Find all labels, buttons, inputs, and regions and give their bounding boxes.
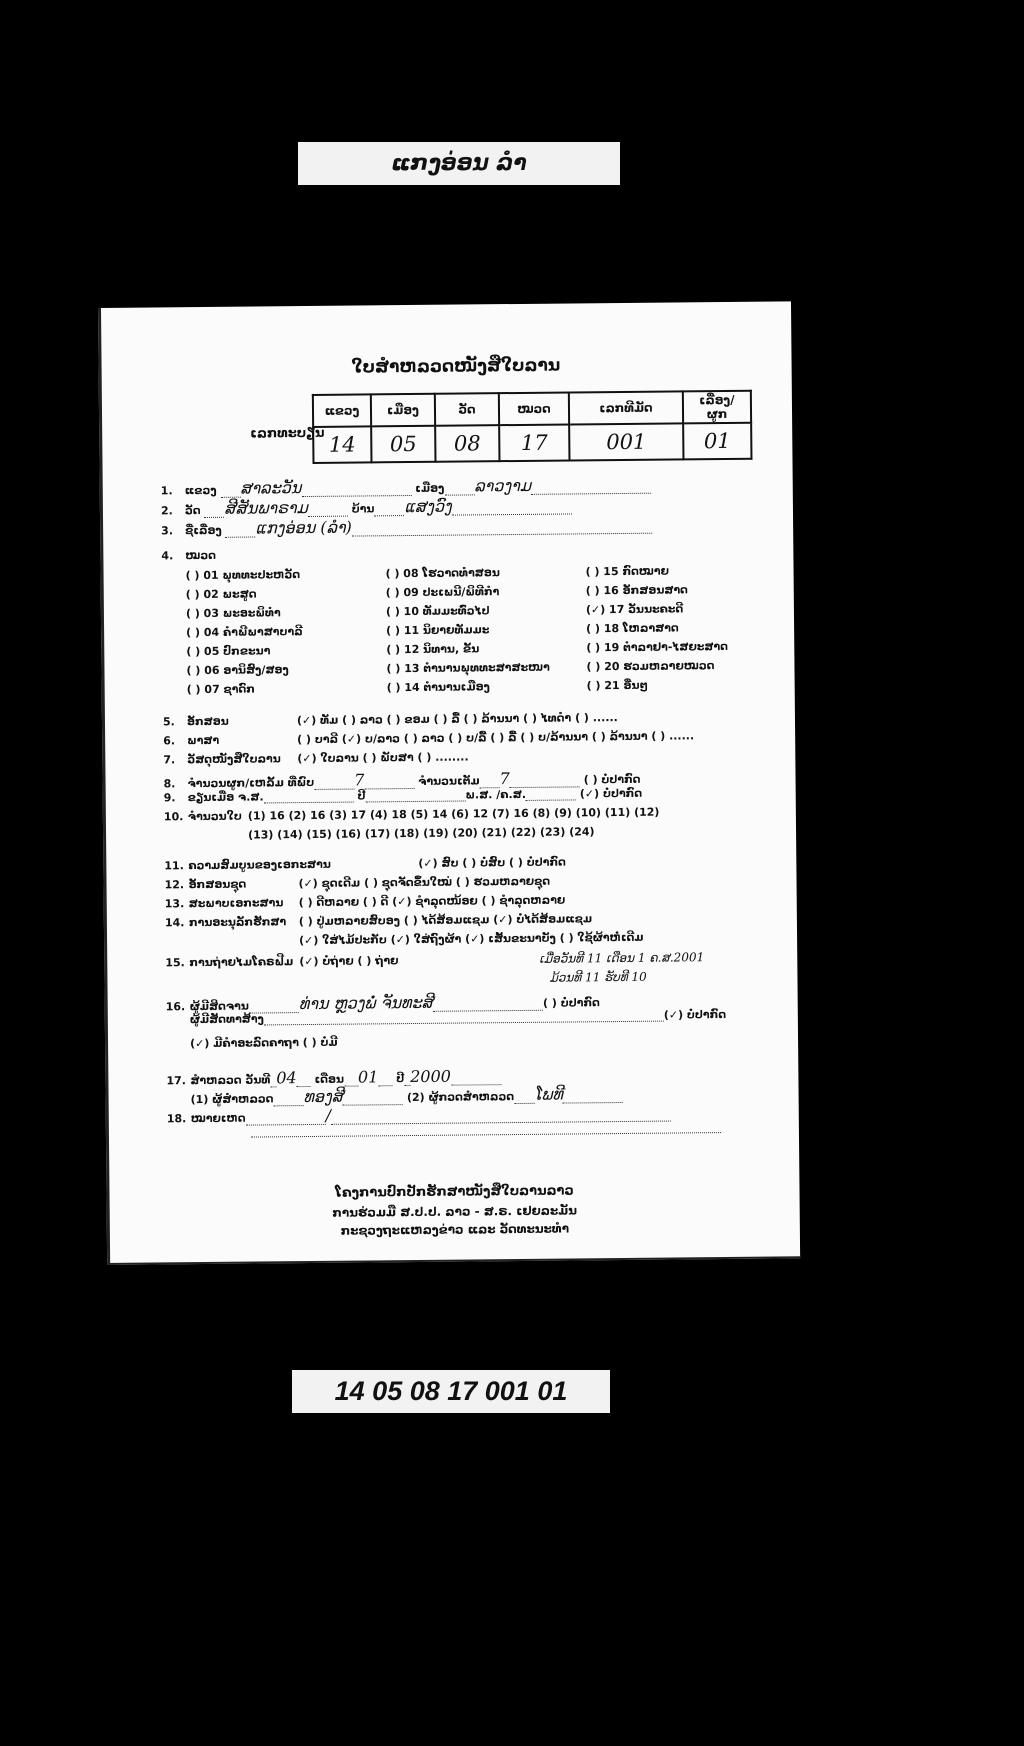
category-option: ( ) 14 ຕຳນານເມືອງ bbox=[386, 680, 490, 695]
category-option: ( ) 19 ຕຳລາຢາ-ໄສຍະສາດ bbox=[586, 639, 729, 655]
row-category: 4. ໝວດ bbox=[161, 548, 217, 563]
footer-line-2: ການຮ່ວມມື ສ.ປ.ປ. ລາວ - ສ.ຣ. ເຢຍລະມັນ bbox=[332, 1203, 578, 1220]
reg-header: ເລກທີມັດ bbox=[569, 391, 683, 424]
reg-value: 05 bbox=[371, 426, 435, 463]
district-value: ລາວງາມ bbox=[474, 475, 532, 496]
category-option: ( ) 07 ຊາດົກ bbox=[186, 682, 255, 697]
category-option: ( ) 12 ນິທານ, ຂັ້ນ bbox=[386, 642, 480, 657]
row-microfilm: 15. ການຖ່າຍໄມໂຄຣຟີມ (✓) ບໍ່ຖ່າຍ ( ) ຖ່າຍ ເມື່ອວັນທີ 11 ເດືອນ 1 ຄ.ສ.2001 bbox=[165, 950, 705, 970]
footer-line-1: ໂຄງການປົກປັກຮັກສາໜັງສືໃບລານລາວ bbox=[335, 1183, 574, 1201]
category-option: ( ) 20 ຮວມຫລາຍໝວດ bbox=[586, 659, 715, 674]
category-option: ( ) 16 ອັກສອນສາດ bbox=[585, 583, 688, 598]
row-survey-date: 17. ສຳຫລວດ ວັນທີ 04 ເດືອນ 01 ປີ 2000 bbox=[166, 1066, 501, 1088]
top-label: ແກງອ່ອນ ລຳ bbox=[298, 142, 620, 185]
row-script: 5. ອັກສອນ (✓) ທັມ ( ) ລາວ ( ) ຂອມ ( ) ລື້ ( ) ລ້ານນາ ( ) ໄທດຳ ( ) ...... bbox=[162, 711, 618, 729]
row-title: 3. ຊື່ເລື່ອງ ແກງອ່ອນ (ລຳ) bbox=[161, 515, 652, 539]
province-value: ສາລະວັນ bbox=[240, 478, 302, 498]
category-option: ( ) 10 ທັມມະທົ່ວໄປ bbox=[385, 604, 490, 619]
row-microfilm-2: ມ້ວນທີ 11 ຮັບທີ 10 bbox=[549, 969, 647, 985]
category-option: ( ) 08 ໂຮວາດທຳສອນ bbox=[385, 566, 500, 581]
reg-header: ໝວດ bbox=[499, 392, 569, 425]
category-column-2 bbox=[386, 566, 551, 701]
row-colophon: (✓) ມີຄຳອະລົດຄາຖາ ( ) ບໍ່ມີ bbox=[190, 1035, 338, 1051]
row-preservation-2: (✓) ໃສ່ໄມ້ປະກັບ (✓) ໃສ່ຖົງຜ້າ (✓) ເສັ້ນຂະນາບັງ ( ) ໃຊ້ຜ້າຫໍ່ເດີມ bbox=[299, 930, 644, 948]
row-temple: 2. ວັດ ສີສັນພາຣາມ ບ້ານ ແສງວົງ bbox=[161, 495, 572, 518]
category-option: ( ) 09 ປະເພນີ/ພິທີກຳ bbox=[385, 585, 500, 600]
reg-header: ເລື່ອງ/ຜູກ bbox=[683, 391, 751, 424]
category-option: ( ) 06 ອານິສົງ/ສອງ bbox=[186, 663, 289, 678]
category-option: ( ) 02 ພະສູດ bbox=[185, 587, 257, 602]
row-owner: 16. ຜູ້ມີສິດຈານ ທ່ານ ຫຼວງພໍ່ ຈັນທະສີ ( ) ບໍ່ປາກົດ bbox=[165, 992, 600, 1014]
category-column-3 bbox=[585, 564, 728, 698]
row-leaves: 10. ຈຳນວນໃບ (1) 16 (2) 16 (3) 17 (4) 18 (5) 14 (6) 12 (7) 16 (8) (9) (10) (11) (12) bbox=[163, 805, 660, 824]
footer-line-3: ກະຊວງຖະແຫລງຂ່າວ ແລະ ວັດທະນະທຳ bbox=[340, 1221, 570, 1238]
category-option: ( ) 03 ພະອະພິທຳ bbox=[185, 606, 281, 621]
registration-label: ເລກທະບຽນ bbox=[250, 425, 325, 442]
survey-form bbox=[98, 301, 800, 1265]
row-surveyors: (1) ຜູ້ສຳຫລວດ ທອງສີ (2) ຜູ້ກວດສຳຫລວດ ໂພທີ bbox=[190, 1084, 622, 1107]
reg-value: 17 bbox=[499, 424, 569, 461]
row-province: 1. ແຂວງ ສາລະວັນ ເມືອງ ລາວງາມ bbox=[161, 475, 652, 499]
row-language: 6. ພາສາ ( ) ບາລີ (✓) ບ/ລາວ ( ) ລາວ ( ) ບ/ລື້ ( ) ລື້ ( ) ບ/ລ້ານນາ ( ) ລ້ານນາ ( ) ...... bbox=[163, 729, 695, 748]
category-option: ( ) 18 ໂຫລາສາດ bbox=[586, 621, 679, 636]
category-option: ( ) 11 ນິຍາຍທັມມະ bbox=[386, 623, 490, 638]
row-donor: ຜູ້ມີສັດທາສ້າງ (✓) ບໍ່ປາກົດ bbox=[189, 1008, 727, 1027]
category-option: ( ) 05 ປົກຂະນາ bbox=[186, 644, 271, 659]
category-option: ( ) 15 ກົດໝາຍ bbox=[585, 564, 670, 579]
row-bundles: 8. ຈຳນວນຜູກ/ເຫລັ້ມ ທີ່ພົບ 7 ຈຳນວນເຕັມ 7 ( ) ບໍ່ປາກົດ bbox=[163, 769, 641, 791]
row-set: 12. ອັກສອນຊຸດ (✓) ຊຸດເດີມ ( ) ຊຸດຈັດຂຶ້ນໃໝ່ ( ) ຮວມຫລາຍຊຸດ bbox=[164, 874, 551, 892]
category-option: ( ) 21 ອື່ນໆ bbox=[586, 678, 648, 693]
reg-header: ວັດ bbox=[435, 393, 499, 426]
row-material: 7. ວັສດຸໜັງສືໃບລານ (✓) ໃບລານ ( ) ພັບສາ ( ) ........ bbox=[163, 750, 469, 767]
registration-table bbox=[312, 390, 753, 464]
category-option: (✓) 17 ວັນນະຄະດີ bbox=[585, 602, 684, 617]
category-option: ( ) 13 ຕຳນານພຸທທະສາສະໜາ bbox=[386, 660, 550, 676]
row-preservation: 14. ການອະນຸລັກຮັກສາ ( ) ປູ່ມຫລາຍສົບອງ ( ) ໄດ້ສ້ອມແຊມ (✓) ບໍ່ໄດ້ສ້ອມແຊມ bbox=[164, 912, 593, 930]
reg-header: ແຂວງ bbox=[313, 394, 371, 427]
row-completeness: 11. ຄວາມສົມບູນຂອງເອກະສານ (✓) ສົບ ( ) ບໍ່ສົບ ( ) ບໍ່ປາກົດ bbox=[164, 855, 566, 873]
bottom-label: 14 05 08 17 001 01 bbox=[292, 1370, 610, 1413]
temple-value: ສີສັນພາຣາມ bbox=[224, 497, 308, 518]
reg-value: 01 bbox=[683, 423, 751, 460]
reg-value: 001 bbox=[569, 423, 683, 460]
reg-value: 08 bbox=[435, 425, 499, 462]
village-value: ແສງວົງ bbox=[404, 496, 452, 517]
row-leaves-2: (13) (14) (15) (16) (17) (18) (19) (20) (21) (22) (23) (24) bbox=[248, 825, 595, 842]
reg-header: ເມືອງ bbox=[371, 394, 435, 427]
form-title: ໃບສຳຫລວດໜັງສືໃບລານ bbox=[351, 355, 561, 378]
category-column-1 bbox=[186, 568, 304, 702]
category-option: ( ) 04 ຄຳພີພາສາບາລີ bbox=[186, 625, 303, 640]
title-value: ແກງອ່ອນ (ລຳ) bbox=[255, 517, 352, 538]
category-option: ( ) 01 ພຸທ​ທະປະຫວັດ bbox=[185, 568, 301, 583]
row-remarks: 18. ໝາຍເຫດ / bbox=[167, 1103, 671, 1127]
row-condition: 13. ສະພາບເອກະສານ ( ) ດີຫລາຍ ( ) ດີ (✓) ຊຳລຸດໜ້ອຍ ( ) ຊຳລຸດຫລາຍ bbox=[164, 893, 566, 911]
row-date-written: 9. ຂຽນເມື່ອ ຈ.ສ. ປີ ພ.ສ. /ຄ.ສ. (✓) ບໍ່ປາກົດ bbox=[163, 786, 643, 805]
reg-value: 14 bbox=[313, 426, 371, 463]
